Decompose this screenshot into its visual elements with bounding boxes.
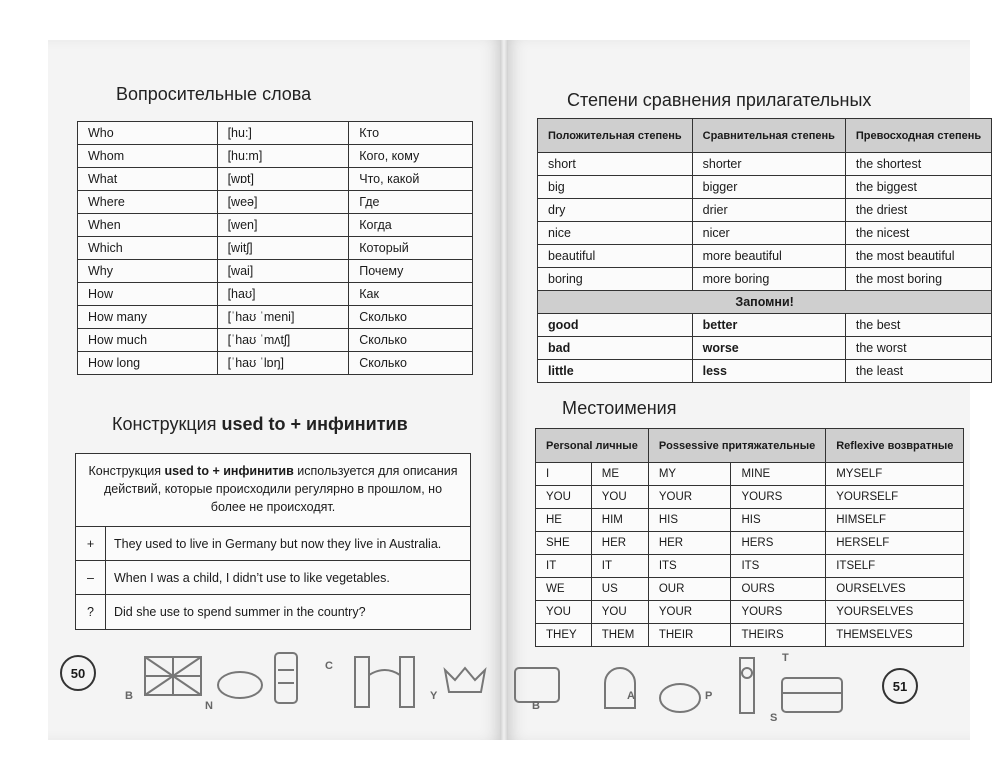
adjective-comparative: drier xyxy=(692,199,845,222)
transcription: [hu:] xyxy=(217,122,349,145)
possessive-pronoun: THEIRS xyxy=(731,624,826,647)
table-row xyxy=(78,260,473,283)
possessive-adjective: MY xyxy=(648,463,731,486)
transcription: [wɒt] xyxy=(217,168,349,191)
reflexive-pronoun: THEMSELVES xyxy=(826,624,964,647)
adjective-superlative: the most boring xyxy=(845,268,991,291)
tower-icon xyxy=(355,657,369,707)
suitcase-icon xyxy=(515,668,559,702)
table-row xyxy=(78,122,473,145)
tower-bridge-icon xyxy=(400,657,414,707)
deco-letter: N xyxy=(205,700,213,712)
table-row xyxy=(538,268,992,291)
translation: Где xyxy=(349,191,473,214)
reflexive-pronoun: ITSELF xyxy=(826,555,964,578)
possessive-pronoun: MINE xyxy=(731,463,826,486)
possessive-adjective: HIS xyxy=(648,509,731,532)
deco-letter: C xyxy=(325,660,333,672)
table-row xyxy=(538,337,992,360)
possessive-adjective: THEIR xyxy=(648,624,731,647)
adjective-superlative: the driest xyxy=(845,199,991,222)
transcription: [wen] xyxy=(217,214,349,237)
personal-subject: YOU xyxy=(536,486,592,509)
deco-letter: S xyxy=(770,712,778,724)
english-word: How many xyxy=(78,306,218,329)
personal-object: HER xyxy=(591,532,648,555)
adjective-superlative: the most beautiful xyxy=(845,245,991,268)
possessive-pronoun: HIS xyxy=(731,509,826,532)
deco-letter: B xyxy=(532,700,540,712)
adjective-positive: bad xyxy=(538,337,693,360)
table-row xyxy=(538,360,992,383)
table-row xyxy=(536,624,964,647)
english-word: Which xyxy=(78,237,218,260)
adjectives-title: Степени сравнения прилагательных xyxy=(567,90,872,110)
personal-subject: IT xyxy=(536,555,592,578)
table-row xyxy=(536,578,964,601)
translation: Кого, кому xyxy=(349,145,473,168)
example-text: Did she use to spend summer in the country? xyxy=(114,605,366,619)
right-page-illustrations xyxy=(510,648,890,728)
possessive-adjective: ITS xyxy=(648,555,731,578)
possessive-adjective: YOUR xyxy=(648,601,731,624)
remember-label: Запомни! xyxy=(538,291,992,314)
table-row xyxy=(538,222,992,245)
table-row xyxy=(78,145,473,168)
adjectives-header-superlative: Превосходная степень xyxy=(845,119,991,153)
translation: Сколько xyxy=(349,329,473,352)
table-row xyxy=(78,214,473,237)
transcription: [ˈhaʊ ˈlɒŋ] xyxy=(217,352,349,375)
table-row xyxy=(538,176,992,199)
personal-subject: HE xyxy=(536,509,592,532)
possessive-pronoun: HERS xyxy=(731,532,826,555)
reflexive-pronoun: HIMSELF xyxy=(826,509,964,532)
personal-object: IT xyxy=(591,555,648,578)
personal-subject: THEY xyxy=(536,624,592,647)
english-word: How long xyxy=(78,352,218,375)
adjectives-header-comparative: Сравнительная степень xyxy=(692,119,845,153)
table-row xyxy=(538,199,992,222)
table-row xyxy=(538,314,992,337)
adjective-comparative: better xyxy=(692,314,845,337)
example-sign: + xyxy=(76,527,106,560)
personal-subject: WE xyxy=(536,578,592,601)
transcription: [ˈhaʊ ˈmʌtʃ] xyxy=(217,329,349,352)
english-word: Whom xyxy=(78,145,218,168)
table-row xyxy=(78,306,473,329)
possessive-adjective: HER xyxy=(648,532,731,555)
adjective-positive: good xyxy=(538,314,693,337)
pronouns-title: Местоимения xyxy=(562,398,677,418)
english-word: Why xyxy=(78,260,218,283)
adjective-superlative: the least xyxy=(845,360,991,383)
bus-icon xyxy=(782,678,842,712)
translation: Почему xyxy=(349,260,473,283)
personal-object: US xyxy=(591,578,648,601)
left-page-illustrations xyxy=(100,645,500,715)
crown-icon xyxy=(445,668,485,692)
table-row xyxy=(78,168,473,191)
translation: Как xyxy=(349,283,473,306)
page-number-right: 51 xyxy=(882,668,918,704)
possessive-pronoun: YOURS xyxy=(731,486,826,509)
adjective-comparative: less xyxy=(692,360,845,383)
translation: Что, какой xyxy=(349,168,473,191)
teapot-icon xyxy=(660,684,700,712)
possessive-adjective: YOUR xyxy=(648,486,731,509)
table-row xyxy=(538,153,992,176)
reflexive-pronoun: OURSELVES xyxy=(826,578,964,601)
english-word: How xyxy=(78,283,218,306)
adjective-superlative: the nicest xyxy=(845,222,991,245)
pronouns-header-reflexive: Reflexive возвратные xyxy=(826,429,964,463)
translation: Который xyxy=(349,237,473,260)
table-row xyxy=(536,509,964,532)
table-row xyxy=(78,237,473,260)
example-row xyxy=(76,561,470,595)
adjectives-table xyxy=(537,118,992,383)
teacup-icon xyxy=(218,672,262,698)
adjective-positive: dry xyxy=(538,199,693,222)
transcription: [witʃ] xyxy=(217,237,349,260)
translation: Кто xyxy=(349,122,473,145)
english-word: Who xyxy=(78,122,218,145)
reflexive-pronoun: HERSELF xyxy=(826,532,964,555)
adjective-comparative: worse xyxy=(692,337,845,360)
deco-letter: Y xyxy=(430,690,438,702)
adjective-superlative: the worst xyxy=(845,337,991,360)
adjective-positive: little xyxy=(538,360,693,383)
personal-object: THEM xyxy=(591,624,648,647)
deco-letter: T xyxy=(782,652,789,664)
table-row xyxy=(78,329,473,352)
possessive-pronoun: ITS xyxy=(731,555,826,578)
translation: Сколько xyxy=(349,306,473,329)
adjective-comparative: more beautiful xyxy=(692,245,845,268)
personal-object: YOU xyxy=(591,486,648,509)
possessive-adjective: OUR xyxy=(648,578,731,601)
adjective-positive: nice xyxy=(538,222,693,245)
remember-row xyxy=(538,291,992,314)
pronouns-table xyxy=(535,428,964,647)
english-word: What xyxy=(78,168,218,191)
translation: Когда xyxy=(349,214,473,237)
adjective-positive: boring xyxy=(538,268,693,291)
example-sign: – xyxy=(76,561,106,594)
adjective-positive: big xyxy=(538,176,693,199)
deco-letter: P xyxy=(705,690,713,702)
adjective-comparative: bigger xyxy=(692,176,845,199)
page-number-left: 50 xyxy=(60,655,96,691)
table-row xyxy=(536,555,964,578)
table-row xyxy=(78,283,473,306)
reflexive-pronoun: YOURSELVES xyxy=(826,601,964,624)
table-row xyxy=(78,352,473,375)
cathedral-icon xyxy=(605,668,635,708)
possessive-pronoun: YOURS xyxy=(731,601,826,624)
used-to-intro: Конструкция used to + инфинитив используется для описания действий, которые происходили регулярно в прошлом, но более не происходят. xyxy=(76,454,470,527)
deco-letter: B xyxy=(125,690,133,702)
adjective-comparative: shorter xyxy=(692,153,845,176)
table-row xyxy=(536,601,964,624)
personal-object: ME xyxy=(591,463,648,486)
example-row xyxy=(76,595,470,629)
transcription: [wai] xyxy=(217,260,349,283)
phone-box-icon xyxy=(275,653,297,703)
example-row xyxy=(76,527,470,561)
adjective-superlative: the biggest xyxy=(845,176,991,199)
english-word: How much xyxy=(78,329,218,352)
deco-letter: A xyxy=(627,690,635,702)
big-ben-icon xyxy=(740,658,754,713)
table-row xyxy=(78,191,473,214)
table-row xyxy=(536,463,964,486)
used-to-box xyxy=(75,453,471,630)
personal-object: HIM xyxy=(591,509,648,532)
transcription: [weə] xyxy=(217,191,349,214)
pronouns-header-personal: Personal личные xyxy=(536,429,649,463)
adjective-superlative: the shortest xyxy=(845,153,991,176)
personal-subject: I xyxy=(536,463,592,486)
english-word: When xyxy=(78,214,218,237)
translation: Сколько xyxy=(349,352,473,375)
transcription: [haʊ] xyxy=(217,283,349,306)
adjectives-header-positive: Положительная степень xyxy=(538,119,693,153)
example-text: They used to live in Germany but now they live in Australia. xyxy=(114,536,442,551)
used-to-title: Конструкция used to + инфинитив xyxy=(112,414,408,434)
reflexive-pronoun: MYSELF xyxy=(826,463,964,486)
table-row xyxy=(536,532,964,555)
table-row xyxy=(538,245,992,268)
table-row xyxy=(536,486,964,509)
transcription: [ˈhaʊ ˈmeni] xyxy=(217,306,349,329)
adjective-positive: short xyxy=(538,153,693,176)
english-word: Where xyxy=(78,191,218,214)
possessive-pronoun: OURS xyxy=(731,578,826,601)
reflexive-pronoun: YOURSELF xyxy=(826,486,964,509)
personal-object: YOU xyxy=(591,601,648,624)
personal-subject: YOU xyxy=(536,601,592,624)
personal-subject: SHE xyxy=(536,532,592,555)
example-text: When I was a child, I didn’t use to like vegetables. xyxy=(114,570,390,585)
question-words-title: Вопросительные слова xyxy=(116,84,312,104)
transcription: [hu:m] xyxy=(217,145,349,168)
adjective-positive: beautiful xyxy=(538,245,693,268)
question-words-table xyxy=(77,121,473,375)
adjective-comparative: nicer xyxy=(692,222,845,245)
pronouns-header-possessive: Possessive притяжательные xyxy=(648,429,825,463)
adjective-comparative: more boring xyxy=(692,268,845,291)
adjective-superlative: the best xyxy=(845,314,991,337)
example-sign: ? xyxy=(76,595,106,629)
book-gutter xyxy=(500,40,508,740)
